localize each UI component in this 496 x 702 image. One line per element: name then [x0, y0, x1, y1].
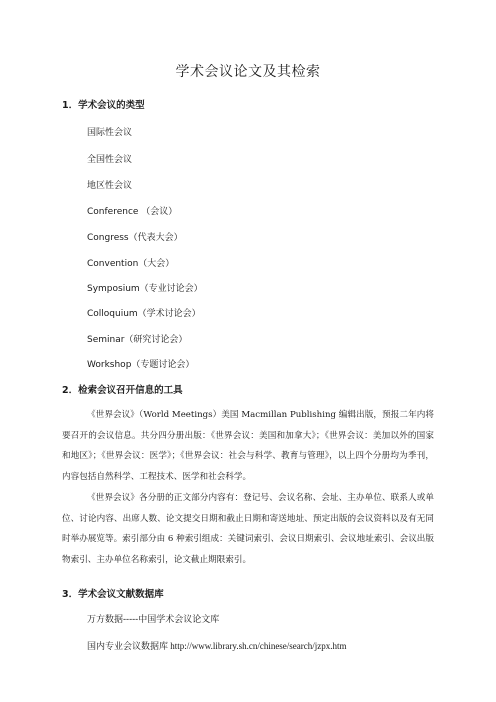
- page-title: 学术会议论文及其检索: [175, 64, 321, 80]
- list-item: Symposium（专业讨论会）: [87, 284, 203, 294]
- paragraph-world-meetings: 《世界会议》（World Meetings）美国 Macmillan Publishing 编辑出版，预报二年内将要召开的会议信息。共分四分册出版：《世界会议：美国和加拿大》；《世界会议：美加以外的国家和地区》；《世界会议：医学》；《世界会议：社会与科学、教育与管理》，以上四个分册均为季刊，内容包括自然科学、工程技术、医学和社会科学。: [62, 410, 434, 482]
- list-item-wanfang: 万方数据-----中国学术会议论文库: [87, 615, 220, 625]
- section-heading-meeting-tools: 2．检索会议召开信息的工具: [62, 385, 183, 396]
- list-item: Workshop（专题讨论会）: [87, 360, 195, 370]
- list-item: Seminar（研究讨论会）: [87, 335, 188, 345]
- list-item: 地区性会议: [87, 181, 133, 191]
- paragraph-world-meetings-contents: 《世界会议》各分册的正文部分内容有：登记号、会议名称、会址、主办单位、联系人或单位、讨论内容、出席人数、论文提交日期和截止日期和寄送地址、预定出版的会议资料以及有无同时举办展览等。索引部分由 6 种索引组成：关键词索引、会议日期索引、会议地址索引、会议出版物索引、主办单位名称索引，论文截止期限索引。: [62, 493, 434, 565]
- list-item: 国际性会议: [87, 128, 133, 138]
- list-item: Conference （会议）: [87, 207, 178, 217]
- list-item-domestic-database-link[interactable]: 国内专业会议数据库 http://www.library.sh.cn/chinese/search/jzpx.htm: [87, 641, 347, 651]
- section-heading-databases: 3．学术会议文献数据库: [62, 589, 164, 600]
- list-item: Colloquium（学术讨论会）: [87, 309, 201, 319]
- list-item: 全国性会议: [87, 155, 133, 165]
- section-heading-meeting-types: 1．学术会议的类型: [62, 100, 145, 111]
- list-item: Convention（大会）: [87, 259, 175, 269]
- list-item: Congress（代表大会）: [87, 233, 183, 243]
